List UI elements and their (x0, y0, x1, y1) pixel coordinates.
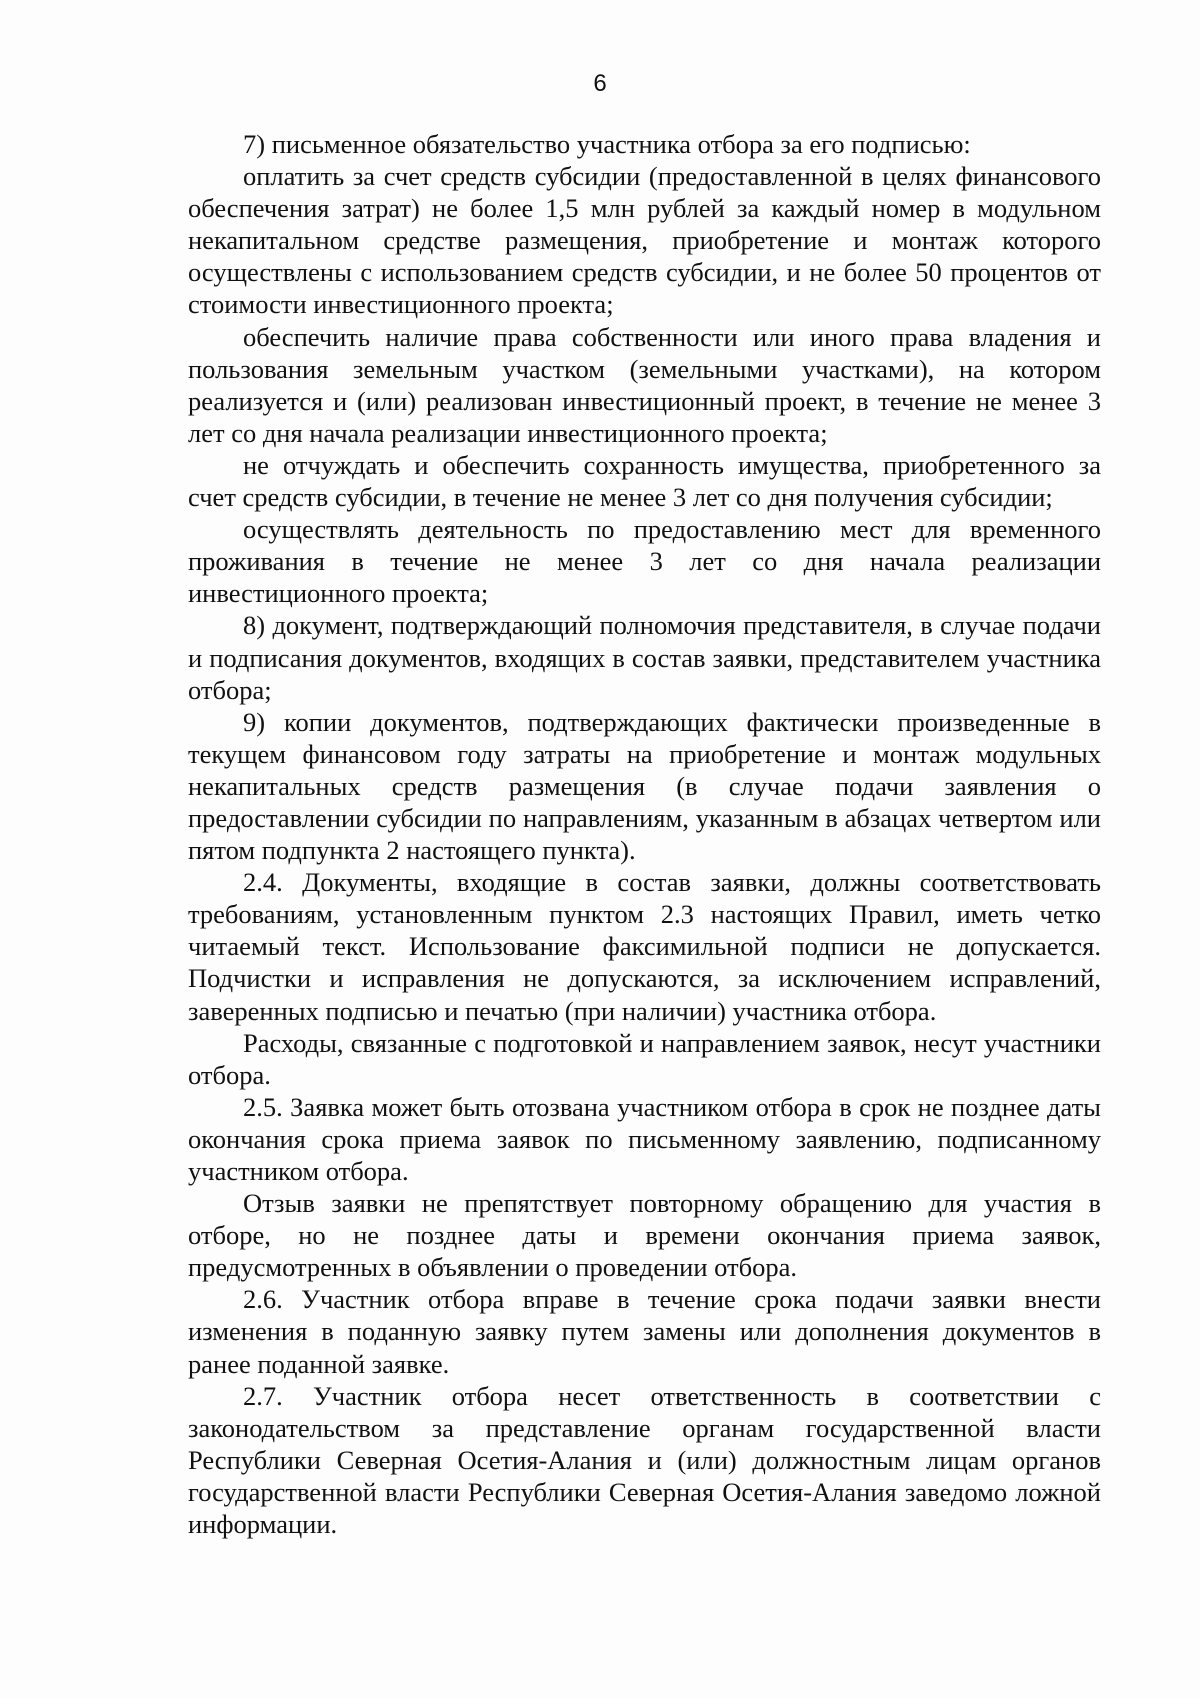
paragraph: 2.7. Участник отбора несет ответственность в соответствии с законодательством за представление органам государственной власти Республики Северная Осетия-Алания и (или) должностным лицам органов государственной власти Республики Северная Осетия-Алания заведомо ложной информации. (188, 1380, 1101, 1540)
paragraph: Отзыв заявки не препятствует повторному обращению для участия в отборе, но не позднее даты и времени окончания приема заявок, предусмотренных в объявлении о проведении отбора. (188, 1188, 1101, 1283)
paragraph: Расходы, связанные с подготовкой и направлением заявок, несут участники отбора. (188, 1027, 1101, 1090)
paragraph: 8) документ, подтверждающий полномочия представителя, в случае подачи и подписания документов, входящих в состав заявки, представителем участника отбора; (188, 610, 1101, 705)
paragraph: осуществлять деятельность по предоставлению мест для временного проживания в течение не менее 3 лет со дня начала реализации инвестиционного проекта; (188, 514, 1101, 609)
paragraph: 2.4. Документы, входящие в состав заявки, должны соответствовать требованиям, установленным пунктом 2.3 настоящих Правил, иметь четко читаемый текст. Использование факсимильной подписи не допускается. Подчистки и исправления не допускаются, за исключением исправлений, заверенных подписью и печатью (при наличии) участника отбора. (188, 867, 1101, 1026)
document-body (188, 128, 1101, 1540)
paragraph: 2.6. Участник отбора вправе в течение срока подачи заявки внести изменения в поданную заявку путем замены или дополнения документов в ранее поданной заявке. (188, 1284, 1101, 1379)
paragraph: 2.5. Заявка может быть отозвана участником отбора в срок не позднее даты окончания срока приема заявок по письменному заявлению, подписанному участником отбора. (188, 1091, 1101, 1186)
paragraph: обеспечить наличие права собственности или иного права владения и пользования земельным участком (земельными участками), на котором реализуется и (или) реализован инвестиционный проект, в течение не менее 3 лет со дня начала реализации инвестиционного проекта; (188, 321, 1101, 448)
paragraph: не отчуждать и обеспечить сохранность имущества, приобретенного за счет средств субсидии, в течение не менее 3 лет со дня получения субсидии; (188, 449, 1101, 513)
page-number: 6 (593, 70, 607, 97)
paragraph: 9) копии документов, подтверждающих фактически произведенные в текущем финансовом году затраты на приобретение и монтаж модульных некапитальных средств размещения (в случае подачи заявления о предоставлении субсидии по направлениям, указанным в абзацах четвертом или пятом подпункта 2 настоящего пункта). (188, 706, 1101, 866)
paragraph: оплатить за счет средств субсидии (предоставленной в целях финансового обеспечения затрат) не более 1,5 млн рублей за каждый номер в модульном некапитальном средстве размещения, приобретение и монтаж которого осуществлены с использованием средств субсидии, и не более 50 процентов от стоимости инвестиционного проекта; (188, 161, 1101, 320)
paragraph: 7) письменное обязательство участника отбора за его подписью: (243, 129, 971, 159)
